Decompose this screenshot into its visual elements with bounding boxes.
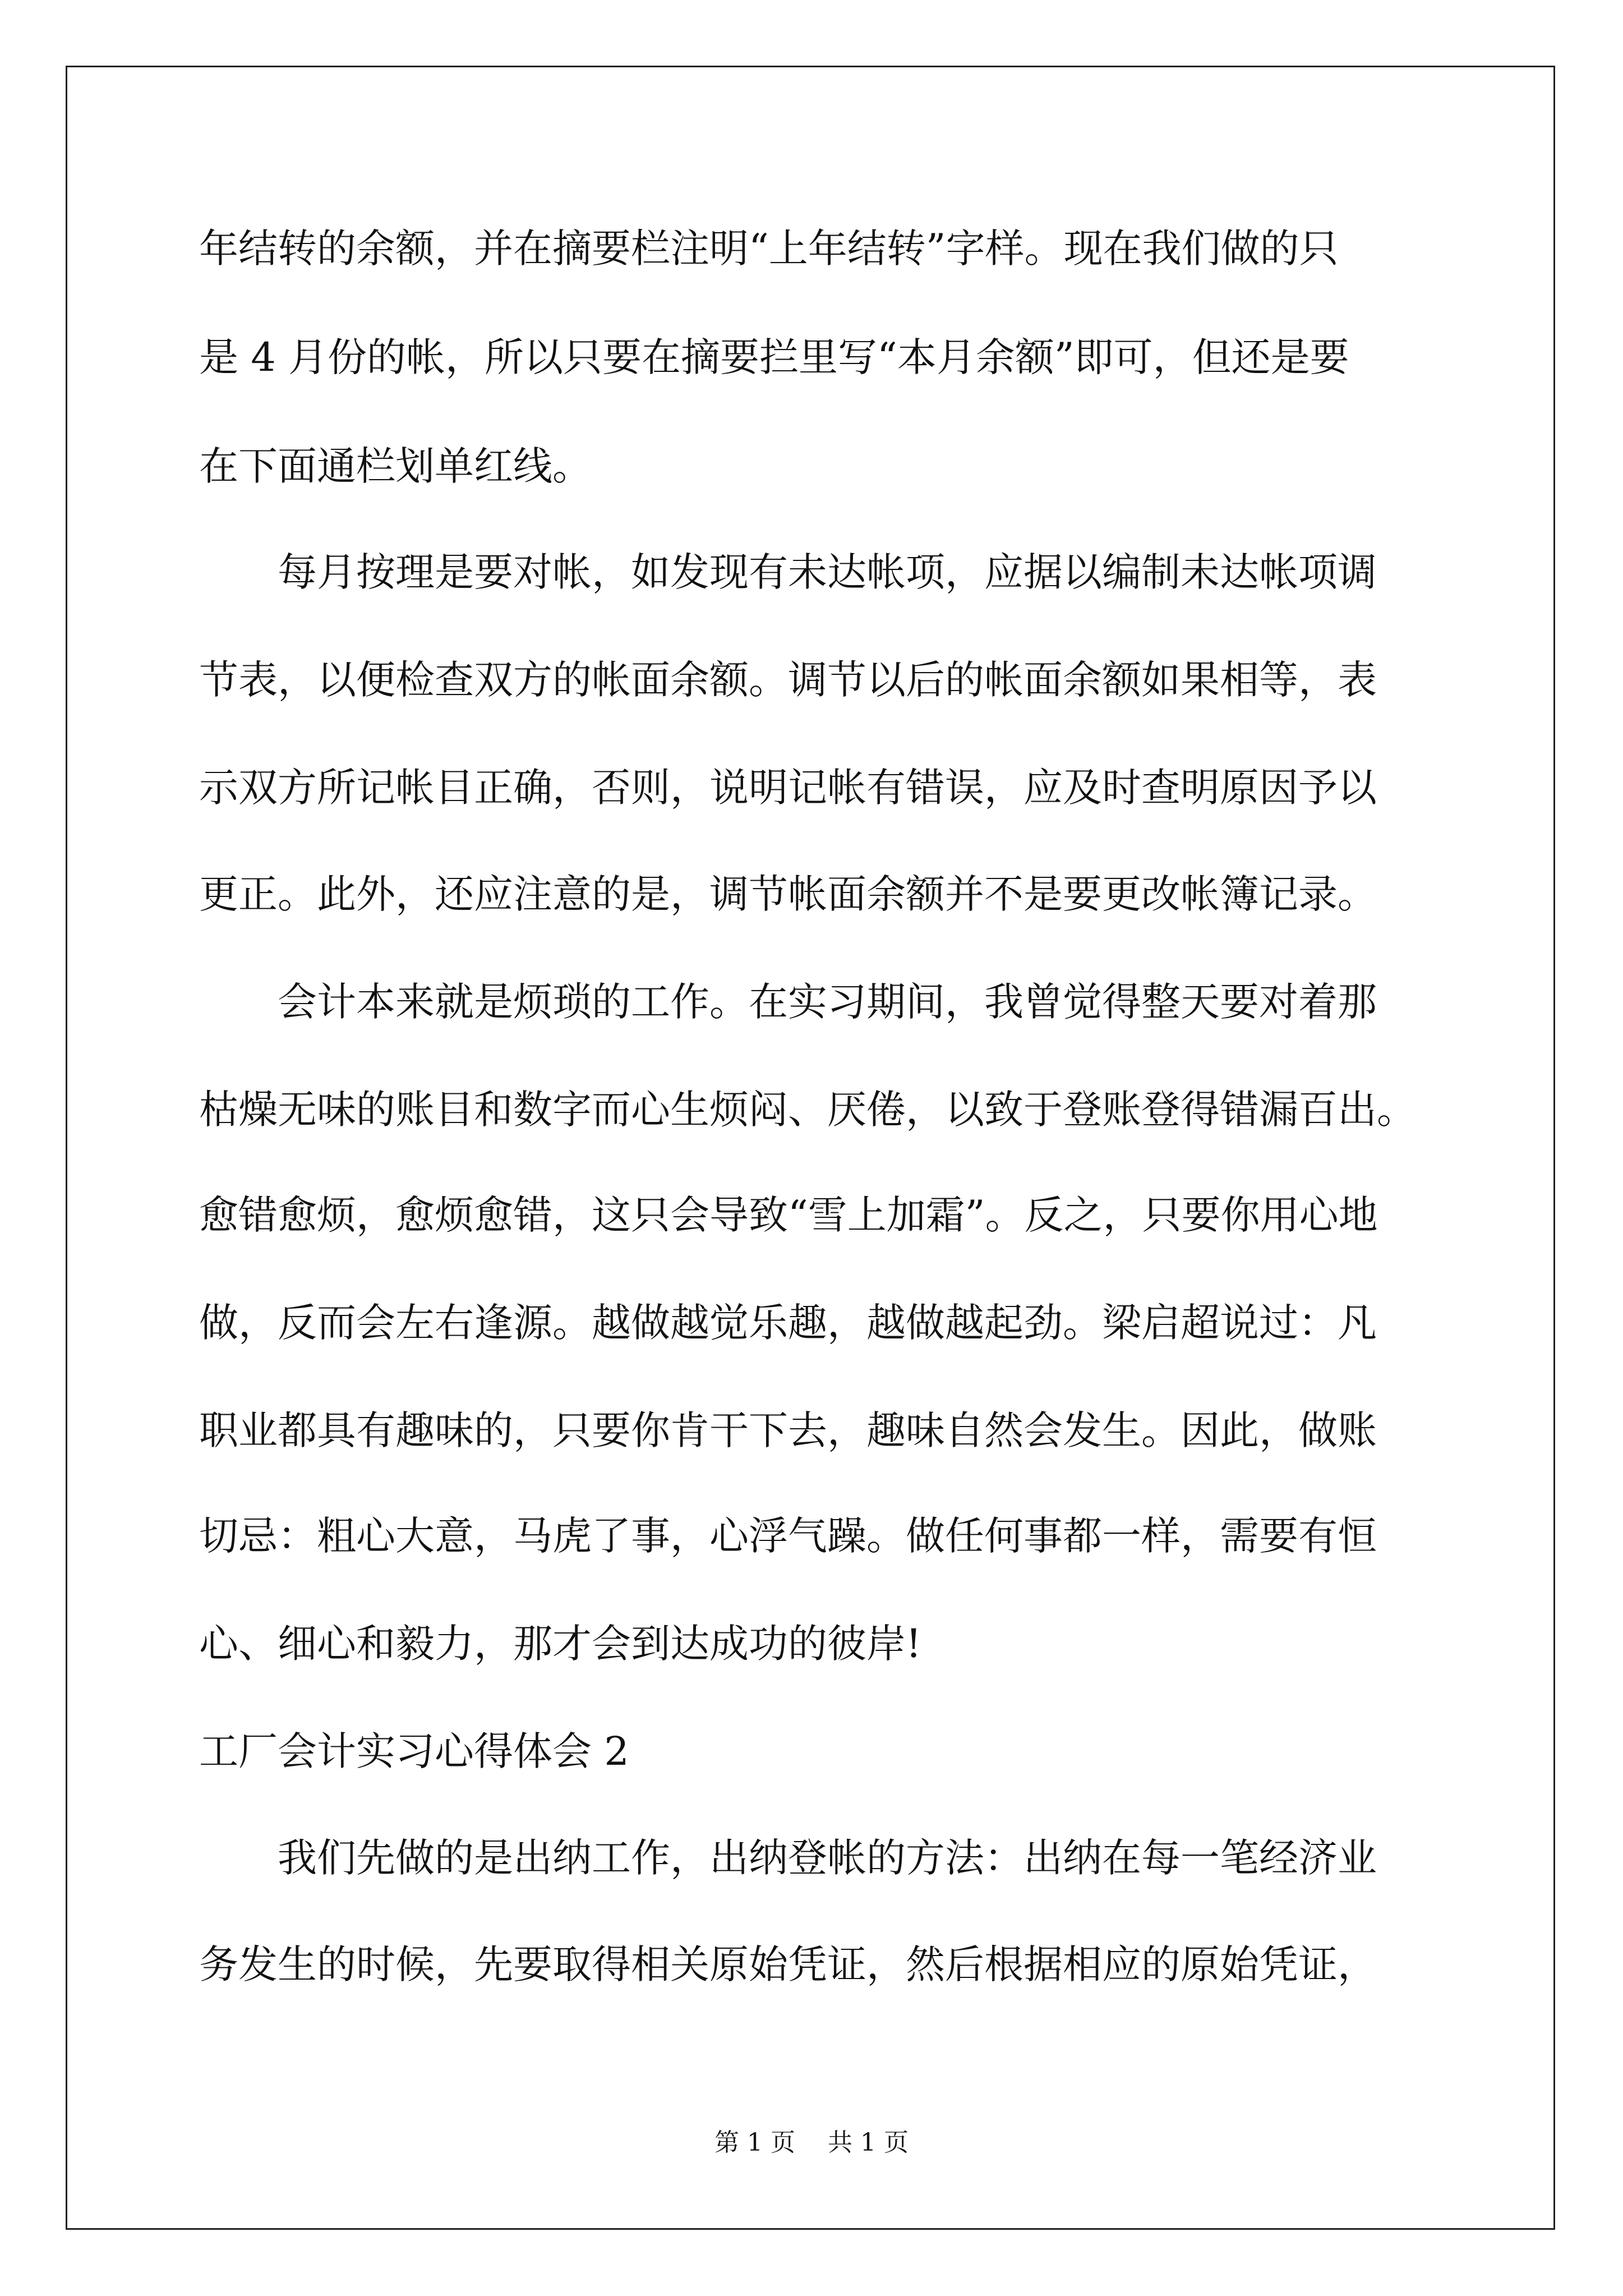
text-line: 务发生的时候，先要取得相关原始凭证，然后根据相应的原始凭证， <box>199 1941 1377 1987</box>
text-line: 枯燥无味的账目和数字而心生烦闷、厌倦，以致于登账登得错漏百出。 <box>199 1087 1416 1133</box>
section-heading: 工厂会计实习心得体会 2 <box>199 1728 629 1774</box>
text-line: 每月按理是要对帐，如发现有未达帐项，应据以编制未达帐项调 <box>199 549 1377 595</box>
text-line: 更正。此外，还应注意的是，调节帐面余额并不是要更改帐簿记录。 <box>199 871 1377 917</box>
text-line: 我们先做的是出纳工作，出纳登帐的方法：出纳在每一笔经济业 <box>199 1835 1377 1881</box>
text-line: 愈错愈烦，愈烦愈错，这只会导致“雪上加霜”。反之，只要你用心地 <box>199 1192 1378 1238</box>
text-line: 做，反而会左右逢源。越做越觉乐趣，越做越起劲。梁启超说过：凡 <box>199 1300 1377 1346</box>
page-frame <box>66 66 1555 2230</box>
text-line: 心、细心和毅力，那才会到达成功的彼岸! <box>199 1621 922 1667</box>
text-line: 在下面通栏划单红线。 <box>199 443 592 489</box>
page-footer: 第 1 页 共 1 页 <box>714 2128 909 2157</box>
text-line: 年结转的余额，并在摘要栏注明“上年结转”字样。现在我们做的只 <box>199 226 1339 272</box>
text-line: 是 4 月份的帐，所以只要在摘要拦里写“本月余额”即可，但还是要 <box>199 334 1349 380</box>
text-line: 会计本来就是烦琐的工作。在实习期间，我曾觉得整天要对着那 <box>199 979 1377 1025</box>
text-line: 示双方所记帐目正确，否则，说明记帐有错误，应及时查明原因予以 <box>199 765 1377 811</box>
text-line: 切忌：粗心大意，马虎了事，心浮气躁。做任何事都一样，需要有恒 <box>199 1513 1377 1559</box>
text-line: 节表，以便检查双方的帐面余额。调节以后的帐面余额如果相等，表 <box>199 657 1377 703</box>
text-line: 职业都具有趣味的，只要你肯干下去，趣味自然会发生。因此，做账 <box>199 1407 1377 1453</box>
